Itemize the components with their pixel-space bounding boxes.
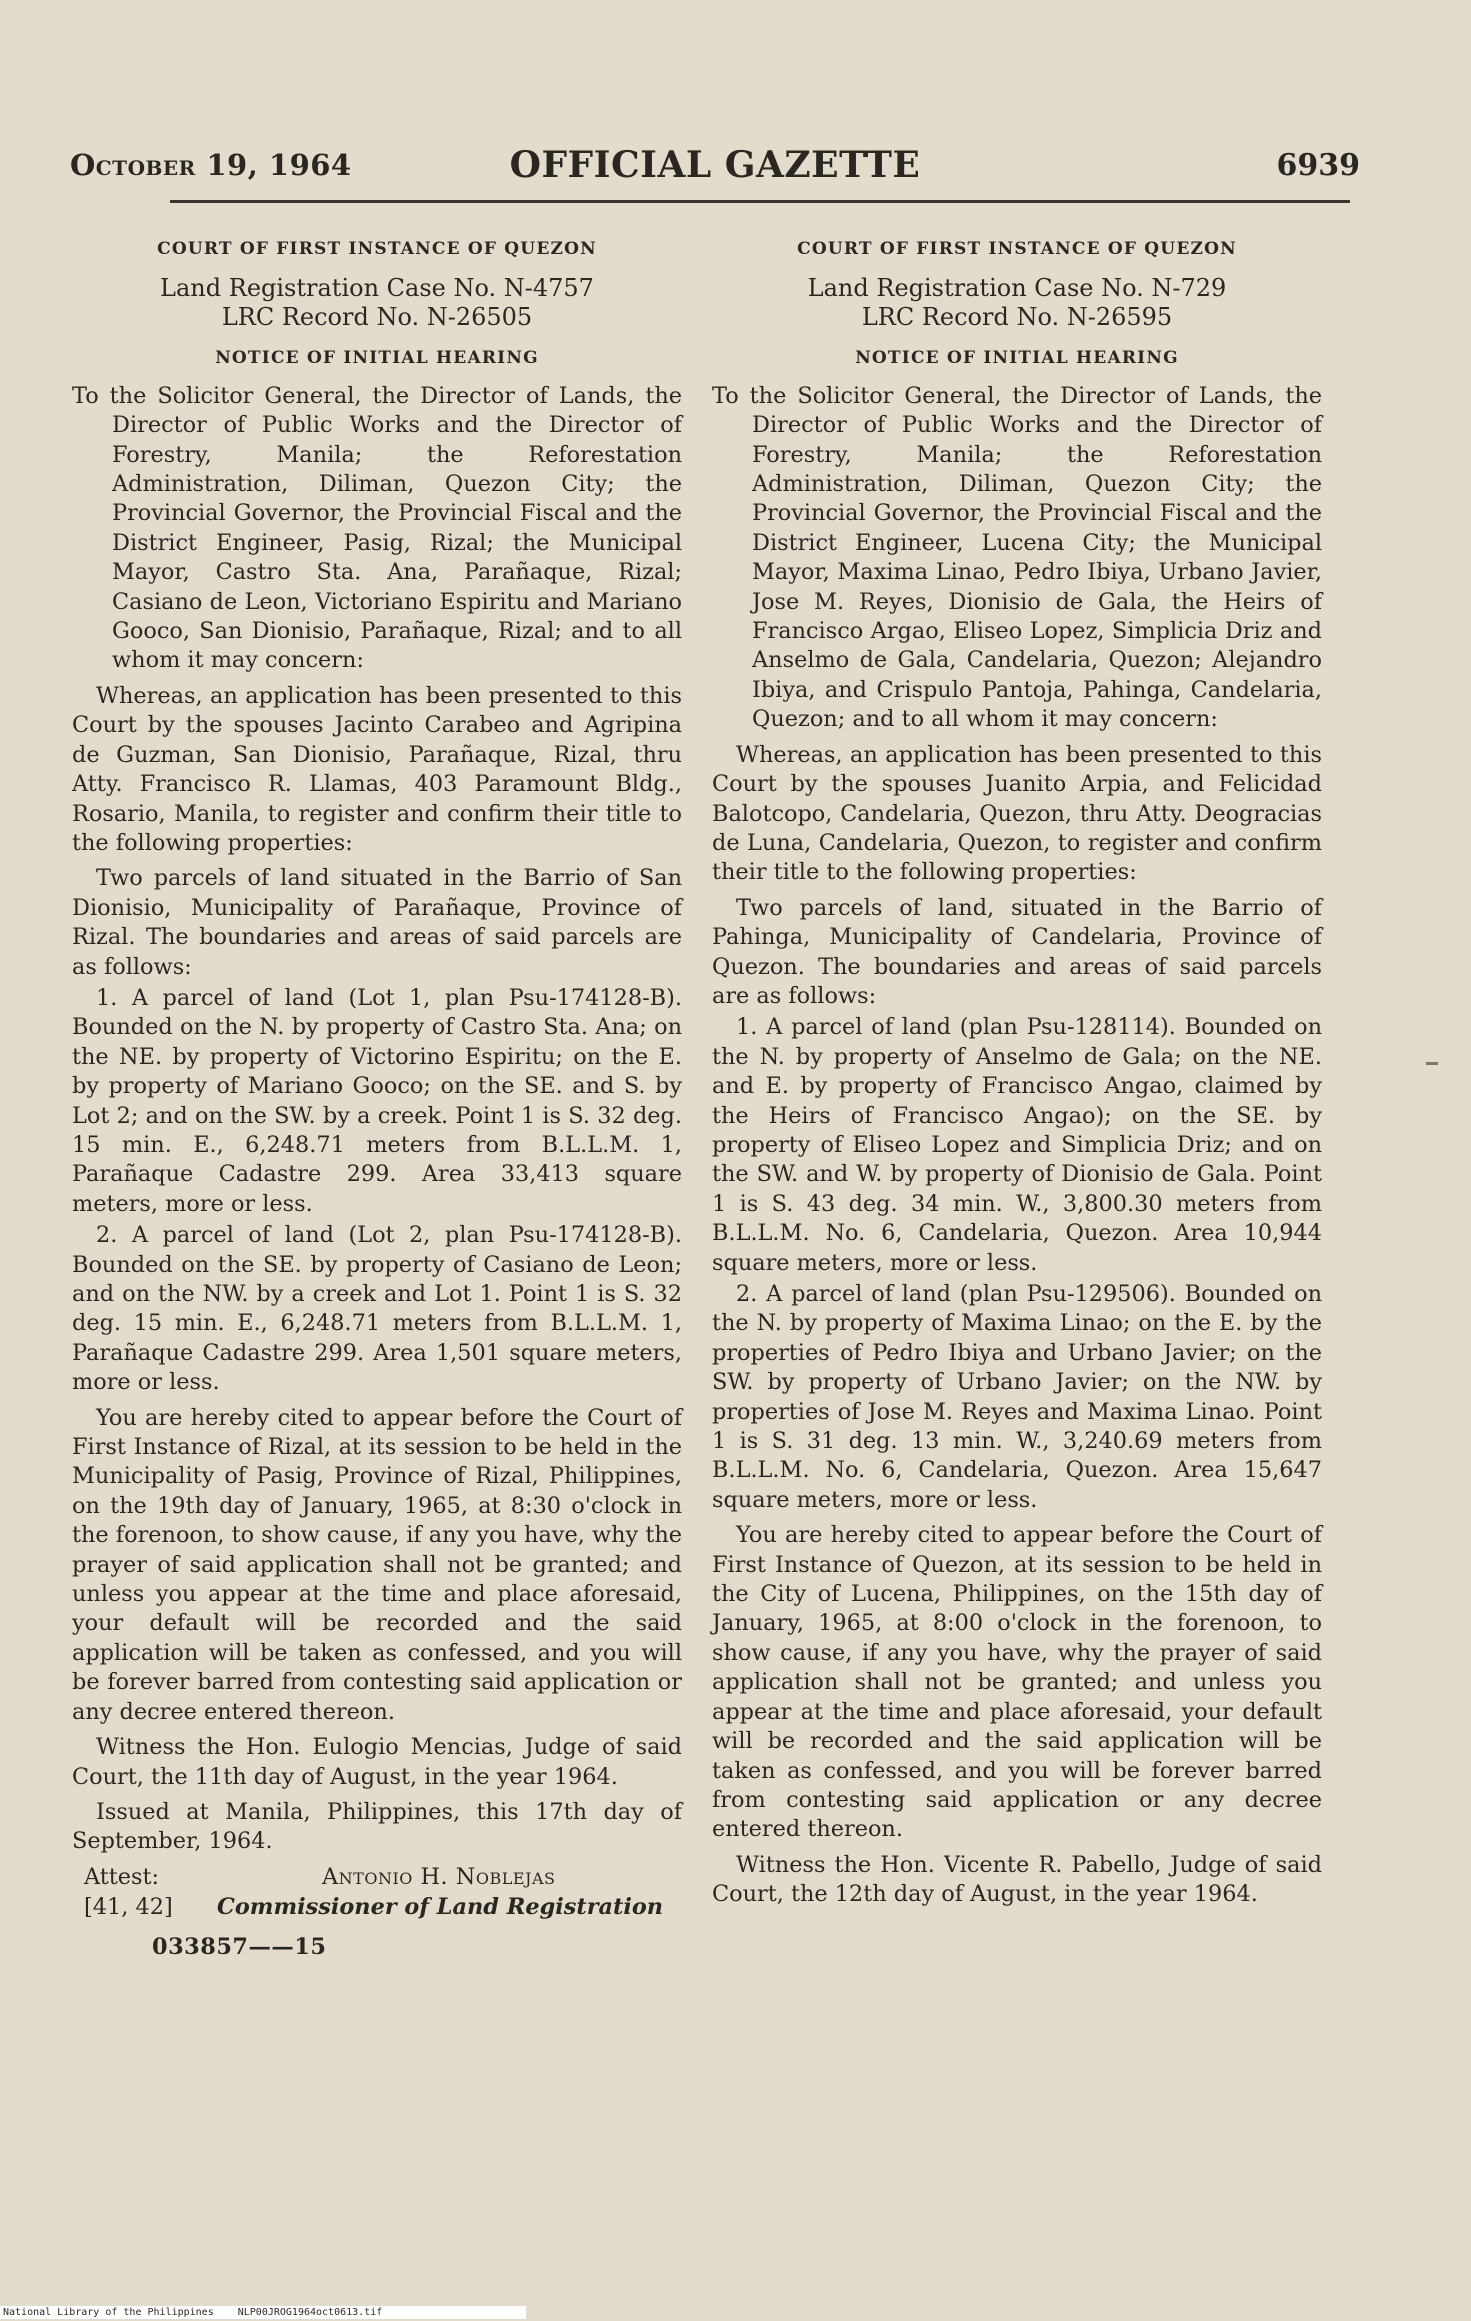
serial-number: 033857——15 xyxy=(152,1933,327,1960)
case-number: Land Registration Case No. N-729 xyxy=(807,274,1227,303)
court-name: COURT OF FIRST INSTANCE OF QUEZON xyxy=(797,239,1237,259)
issued-paragraph: Issued at Manila, Philippines, this 17th day of September, 1964. xyxy=(72,1798,682,1855)
attest-signatory: Antonio H. Noblejas xyxy=(322,1863,556,1890)
application-paragraph: Whereas, an application has been presented to this Court by the spouses Jacinto Carabeo and Agripina de Guzman, San Dionisio, Parañaque, Rizal, thru Atty. Francisco R. Llamas, 403 Paramount Bldg., Rosario, Manila, to register and confirm their title to the following properties: xyxy=(72,682,682,856)
notice-title: NOTICE OF INITIAL HEARING xyxy=(855,348,1179,369)
witness-paragraph: Witness the Hon. Vicente R. Pabello, Judge of said Court, the 12th day of August, in the year 1964. xyxy=(712,1851,1322,1908)
parcels-intro-paragraph: Two parcels of land situated in the Barrio of San Dionisio, Municipality of Parañaque, Province of Rizal. The boundaries and areas of said parcels are as follows: xyxy=(72,865,682,980)
parcel-1-paragraph: 1. A parcel of land (plan Psu-128114). Bounded on the N. by property of Anselmo de Gala; on the NE. and E. by property of Francisco Angao, claimed by the Heirs of Francisco Angao); on the SE. by property of Eliseo Lopez and Simplicia Driz; and on the SW. and W. by property of Dionisio de Gala. Point 1 is S. 43 deg. 34 min. W., 3,800.30 meters from B.L.L.M. No. 6, Candelaria, Quezon. Area 10,944 square meters, more or less. xyxy=(712,1014,1322,1276)
header-page-number: 6939 xyxy=(1276,148,1360,183)
attest-label: Attest: xyxy=(84,1863,160,1890)
parcels-intro-paragraph: Two parcels of land, situated in the Barrio of Pahinga, Municipality of Candelaria, Province of Quezon. The boundaries and areas of said parcels are as follows: xyxy=(712,894,1322,1009)
parcel-2-paragraph: 2. A parcel of land (plan Psu-129506). Bounded on the N. by property of Maxima Linao; on the E. by the properties of Pedro Ibiya and Urbano Javier; on the SW. by property of Urbano Javier; on the NW. by properties of Jose M. Reyes and Maxima Linao. Point 1 is S. 31 deg. 13 min. W., 3,240.69 meters from B.L.L.M. No. 6, Candelaria, Quezon. Area 15,647 square meters, more or less. xyxy=(712,1281,1322,1513)
lrc-record-number: LRC Record No. N-26505 xyxy=(221,303,533,332)
footer-library: National Library of the Philippines xyxy=(3,2307,214,2318)
reference-line xyxy=(72,1893,682,1923)
application-paragraph: Whereas, an application has been presented to this Court by the spouses Juanito Arpia, and Felicidad Balotcopo, Candelaria, Quezon, thru Atty. Deogracias de Luna, Candelaria, Quezon, to register and confirm their title to the following properties: xyxy=(712,741,1322,886)
scan-footer xyxy=(0,2306,526,2319)
header-title: OFFICIAL GAZETTE xyxy=(509,144,921,186)
witness-paragraph: Witness the Hon. Eulogio Mencias, Judge of said Court, the 11th day of August, in the year 1964. xyxy=(72,1734,682,1790)
signatory-title: Commissioner of Land Registration xyxy=(217,1893,664,1920)
margin-mark xyxy=(1426,1062,1438,1065)
citation-paragraph: You are hereby cited to appear before the Court of First Instance of Quezon, at its session to be held in the City of Lucena, Philippines, on the 15th day of January, 1965, at 8:00 o'clock in the forenoon, to show cause, if any you have, why the prayer of said application shall not be granted; and unless you appear at the time and place aforesaid, your default will be recorded and the said application will be taken as confessed, and you will be forever barred from contesting said application or any decree entered thereon. xyxy=(712,1522,1322,1843)
header-date: October 19, 1964 xyxy=(70,148,352,182)
issue-reference: [41, 42] xyxy=(84,1893,173,1920)
parcel-1-paragraph: 1. A parcel of land (Lot 1, plan Psu-174128-B). Bounded on the N. by property of Castro Sta. Ana; on the NE. by property of Victorino Espiritu; on the E. by property of Mariano Gooco; on the SE. and S. by Lot 2; and on the SW. by a creek. Point 1 is S. 32 deg. 15 min. E., 6,248.71 meters from B.L.L.M. 1, Parañaque Cadastre 299. Area 33,413 square meters, more or less. xyxy=(72,984,682,1217)
addressees-paragraph: To the Solicitor General, the Director of Lands, the Director of Public Works and the Director of Forestry, Manila; the Reforestation Administration, Diliman, Quezon City; the Provincial Governor, the Provincial Fiscal and the District Engineer, Lucena City; the Municipal Mayor, Maxima Linao, Pedro Ibiya, Urbano Javier, Jose M. Reyes, Dionisio de Gala, the Heirs of Francisco Argao, Eliseo Lopez, Simplicia Driz and Anselmo de Gala, Candelaria, Quezon; Alejandro Ibiya, and Crispulo Pantoja, Pahinga, Candelaria, Quezon; and to all whom it may concern: xyxy=(712,382,1322,733)
left-column-notice xyxy=(72,232,682,1962)
page-header xyxy=(70,144,1360,194)
notice-title: NOTICE OF INITIAL HEARING xyxy=(215,348,539,369)
parcel-2-paragraph: 2. A parcel of land (Lot 2, plan Psu-174128-B). Bounded on the SE. by property of Casiano de Leon; and on the NW. by a creek and Lot 1. Point 1 is S. 32 deg. 15 min. E., 6,248.71 meters from B.L.L.M. 1, Parañaque Cadastre 299. Area 1,501 square meters, more or less. xyxy=(72,1222,682,1396)
court-name: COURT OF FIRST INSTANCE OF QUEZON xyxy=(157,239,597,259)
footer-filename: NLP00JROG1964oct0613.tif xyxy=(237,2307,383,2318)
header-rule xyxy=(170,200,1350,203)
right-column-notice xyxy=(712,232,1322,1916)
attest-line xyxy=(72,1863,682,1893)
case-number: Land Registration Case No. N-4757 xyxy=(160,274,594,303)
lrc-record-number: LRC Record No. N-26595 xyxy=(861,303,1173,332)
addressees-paragraph: To the Solicitor General, the Director of Lands, the Director of Public Works and the Director of Forestry, Manila; the Reforestation Administration, Diliman, Quezon City; the Provincial Governor, the Provincial Fiscal and the District Engineer, Pasig, Rizal; the Municipal Mayor, Castro Sta. Ana, Parañaque, Rizal; Casiano de Leon, Victoriano Espiritu and Mariano Gooco, San Dionisio, Parañaque, Rizal; and to all whom it may concern: xyxy=(72,382,682,674)
citation-paragraph: You are hereby cited to appear before the Court of First Instance of Rizal, at its session to be held in the Municipality of Pasig, Province of Rizal, Philippines, on the 19th day of January, 1965, at 8:30 o'clock in the forenoon, to show cause, if any you have, why the prayer of said application shall not be granted; and unless you appear at the time and place aforesaid, your default will be recorded and the said application will be taken as confessed, and you will be forever barred from contesting said application or any decree entered thereon. xyxy=(72,1404,682,1725)
